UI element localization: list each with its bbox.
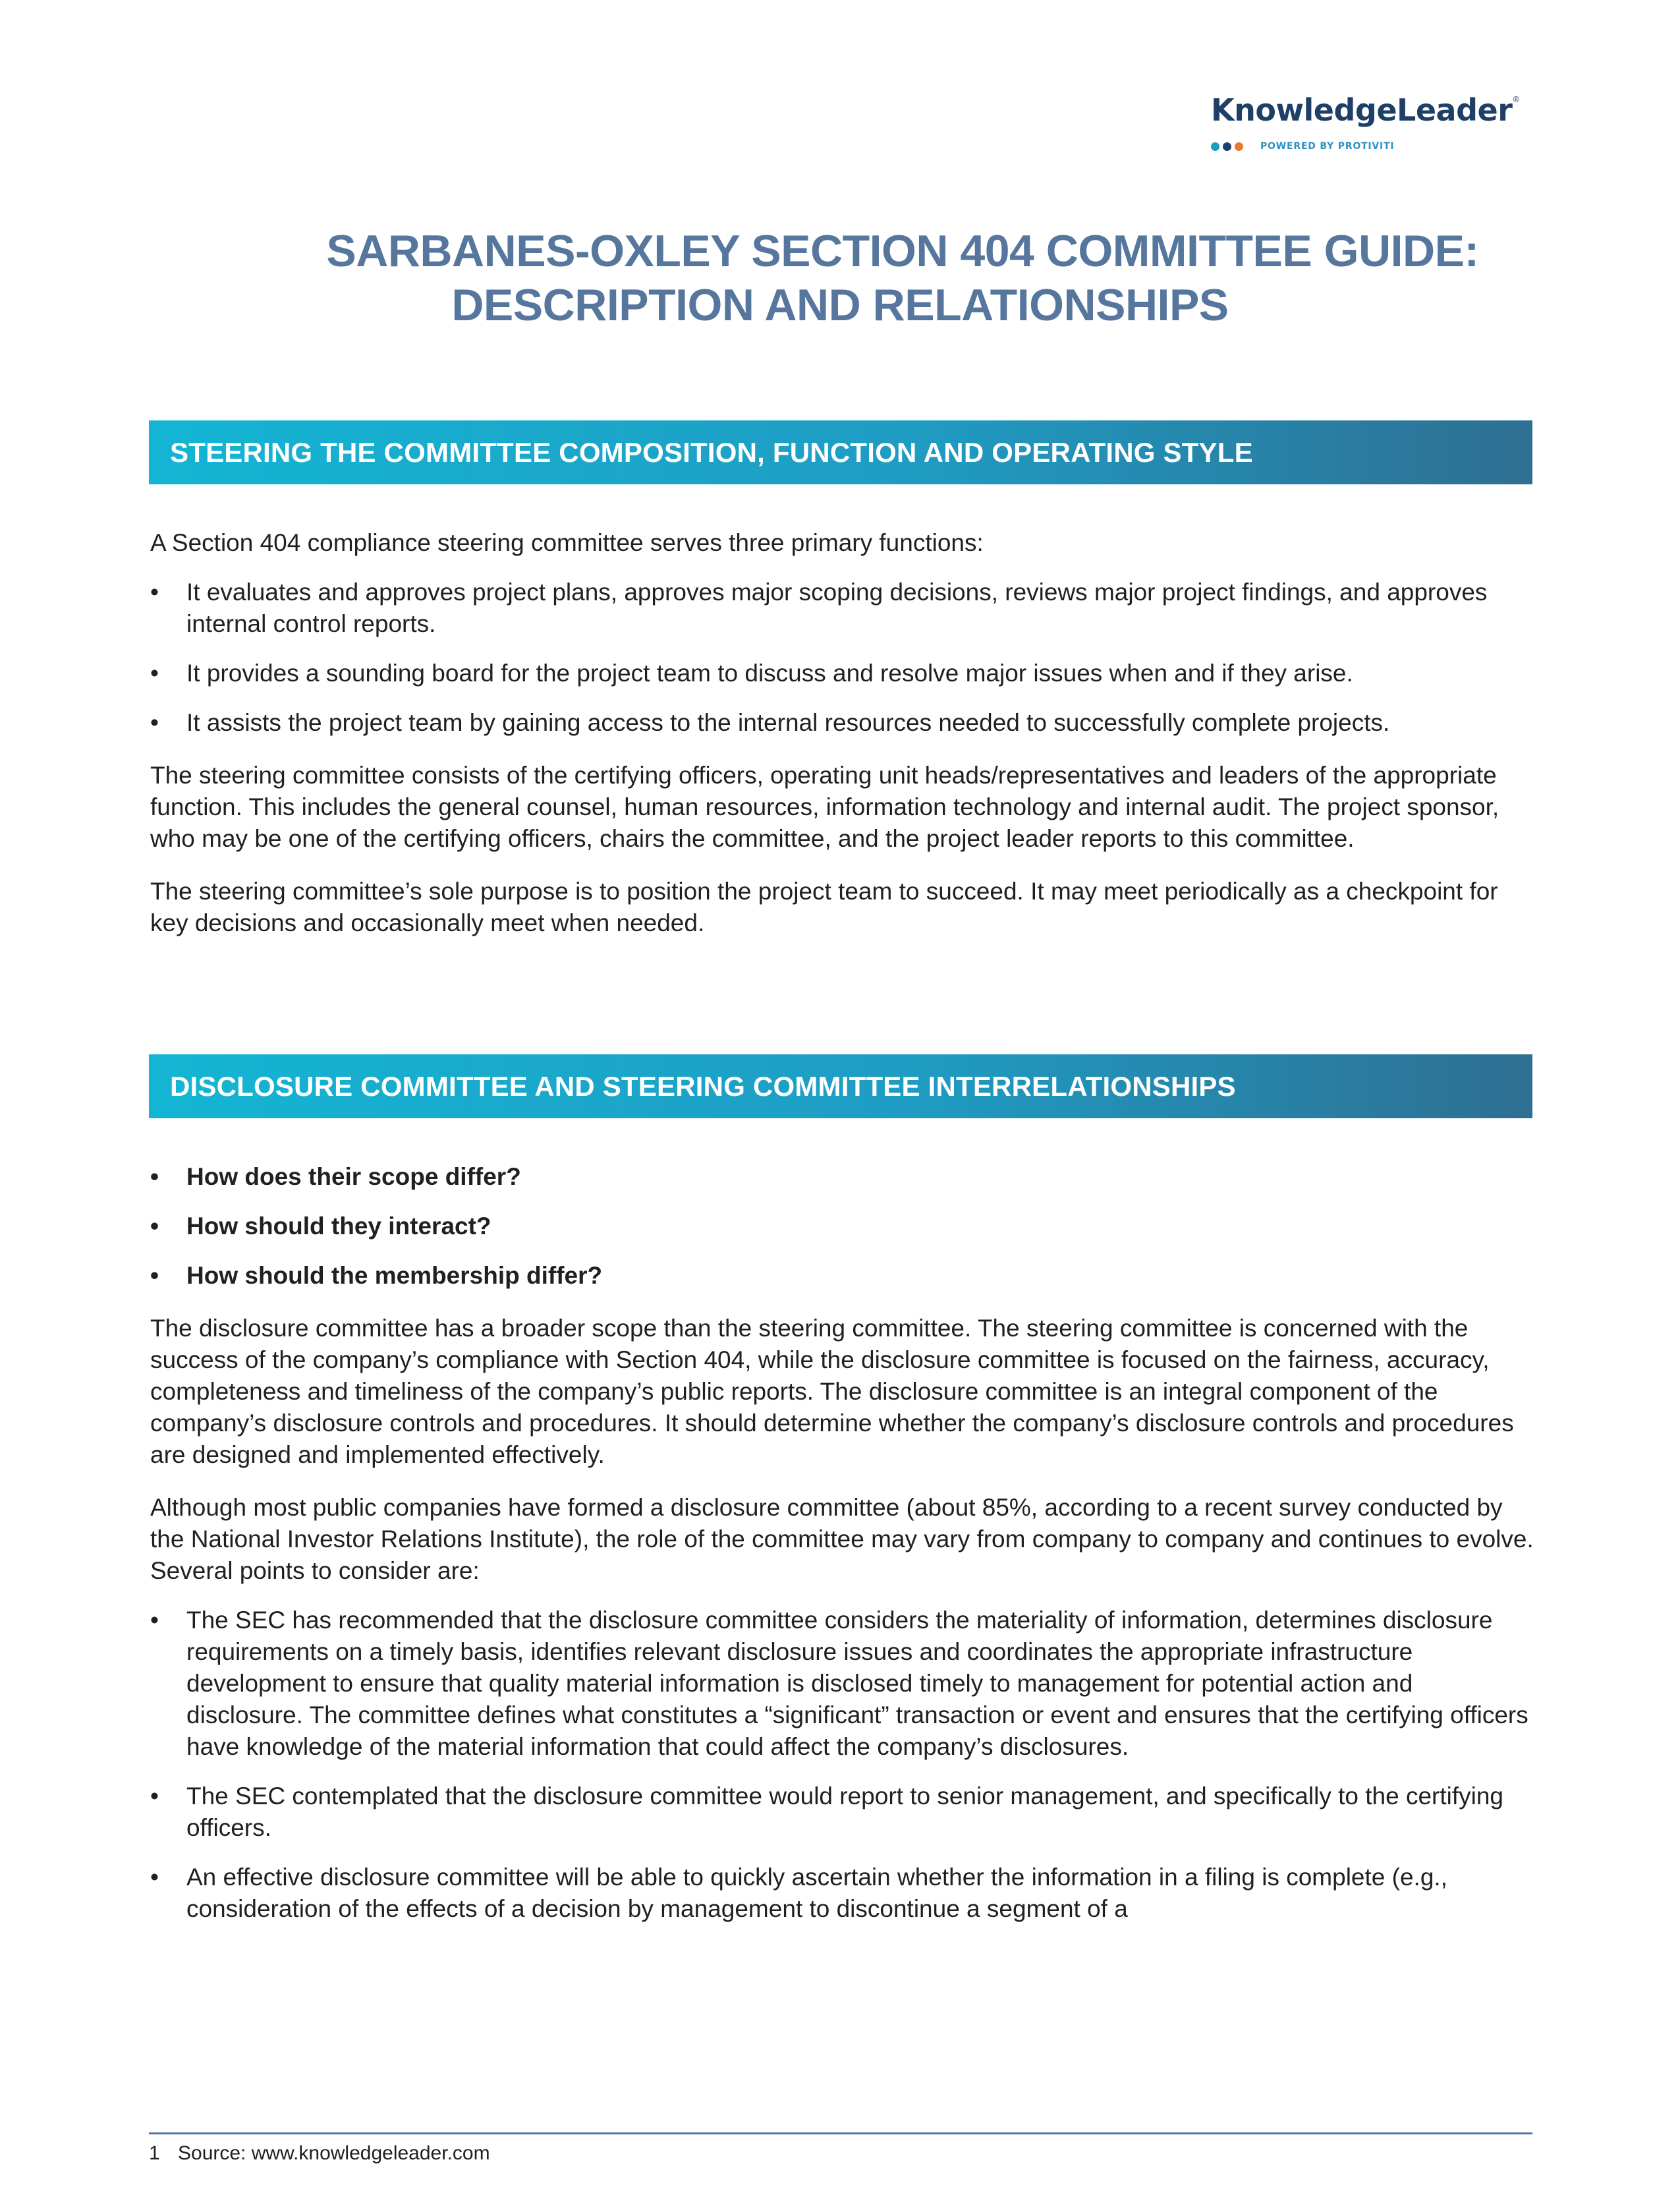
logo-dots-icon (1211, 142, 1243, 151)
list-item: • It evaluates and approves project plans, approves major scoping decisions, reviews major project findings, and approves internal control reports. (150, 577, 1534, 640)
page-title-line-1: SARBANES-OXLEY SECTION 404 COMMITTEE GUIDE: (326, 226, 1479, 276)
list-item: • The SEC contemplated that the disclosure committee would report to senior management, and specifically to the certifying officers. (150, 1781, 1534, 1844)
logo-dot (1211, 142, 1219, 151)
list-item: • It assists the project team by gaining access to the internal resources needed to successfully complete projects. (150, 707, 1534, 739)
section-disclosure-body (150, 1161, 1534, 1925)
brand-logo (1211, 92, 1527, 152)
footer (149, 2140, 490, 2167)
page-number: 1 (149, 2142, 160, 2164)
list-item: • An effective disclosure committee will be able to quickly ascertain whether the information in a filing is complete (e.g., consideration of the effects of a decision by management to discontinue a segment of a (150, 1862, 1534, 1925)
question-item: • How does their scope differ? (150, 1161, 1534, 1193)
section-heading-disclosure: DISCLOSURE COMMITTEE AND STEERING COMMITTEE INTERRELATIONSHIPS (149, 1054, 1532, 1118)
footer-source-link[interactable]: Source: www.knowledgeleader.com (178, 2142, 490, 2164)
question-item: • How should they interact? (150, 1211, 1534, 1242)
logo-wordmark: KnowledgeLeader® (1211, 92, 1520, 128)
logo-dot (1223, 142, 1231, 151)
logo-dot (1235, 142, 1243, 151)
body-paragraph: The steering committee consists of the certifying officers, operating unit heads/representatives and leaders of the appropriate function. This includes the general counsel, human resources, information technology and internal audit. The project sponsor, who may be one of the certifying officers, chairs the committee, and the project leader reports to this committee. (150, 762, 1499, 852)
body-paragraph: Although most public companies have formed a disclosure committee (about 85%, according to a recent survey conducted by the National Investor Relations Institute), the role of the committee may vary from company to company and continues to evolve. Several points to consider are: (150, 1494, 1534, 1584)
logo-tagline: POWERED BY PROTIVITI (1260, 141, 1395, 152)
logo-tagline-row (1211, 141, 1527, 152)
section-heading-steering: STEERING THE COMMITTEE COMPOSITION, FUNCTION AND OPERATING STYLE (149, 420, 1532, 484)
footer-divider (149, 2132, 1532, 2134)
body-paragraph: The disclosure committee has a broader scope than the steering committee. The steering committee is concerned with the success of the company’s compliance with Section 404, while the disclosure committee is focused on the fairness, accuracy, completeness and timeliness of the company’s public reports. The disclosure committee is an integral component of the company’s disclosure controls and procedures. It should determine whether the company’s disclosure controls and procedures are designed and implemented effectively. (150, 1315, 1514, 1468)
intro-paragraph: A Section 404 compliance steering committee serves three primary functions: (150, 529, 984, 556)
list-item: • It provides a sounding board for the project team to discuss and resolve major issues when and if they arise. (150, 658, 1534, 689)
body-paragraph: The steering committee’s sole purpose is to position the project team to succeed. It may meet periodically as a checkpoint for key decisions and occasionally meet when needed. (150, 878, 1498, 936)
section-steering-body (150, 527, 1534, 939)
list-item: • The SEC has recommended that the disclosure committee considers the materiality of information, determines disclosure requirements on a timely basis, identifies relevant disclosure issues and coordinates the appropriate infrastructure development to ensure that quality material information is disclosed timely to management for potential action and disclosure. The committee defines what constitutes a “significant” transaction or event and ensures that the certifying officers have knowledge of the material information that could affect the company’s disclosures. (150, 1605, 1534, 1763)
question-item: • How should the membership differ? (150, 1260, 1534, 1292)
page-title (0, 224, 1680, 332)
page-title-line-2: DESCRIPTION AND RELATIONSHIPS (451, 280, 1229, 330)
